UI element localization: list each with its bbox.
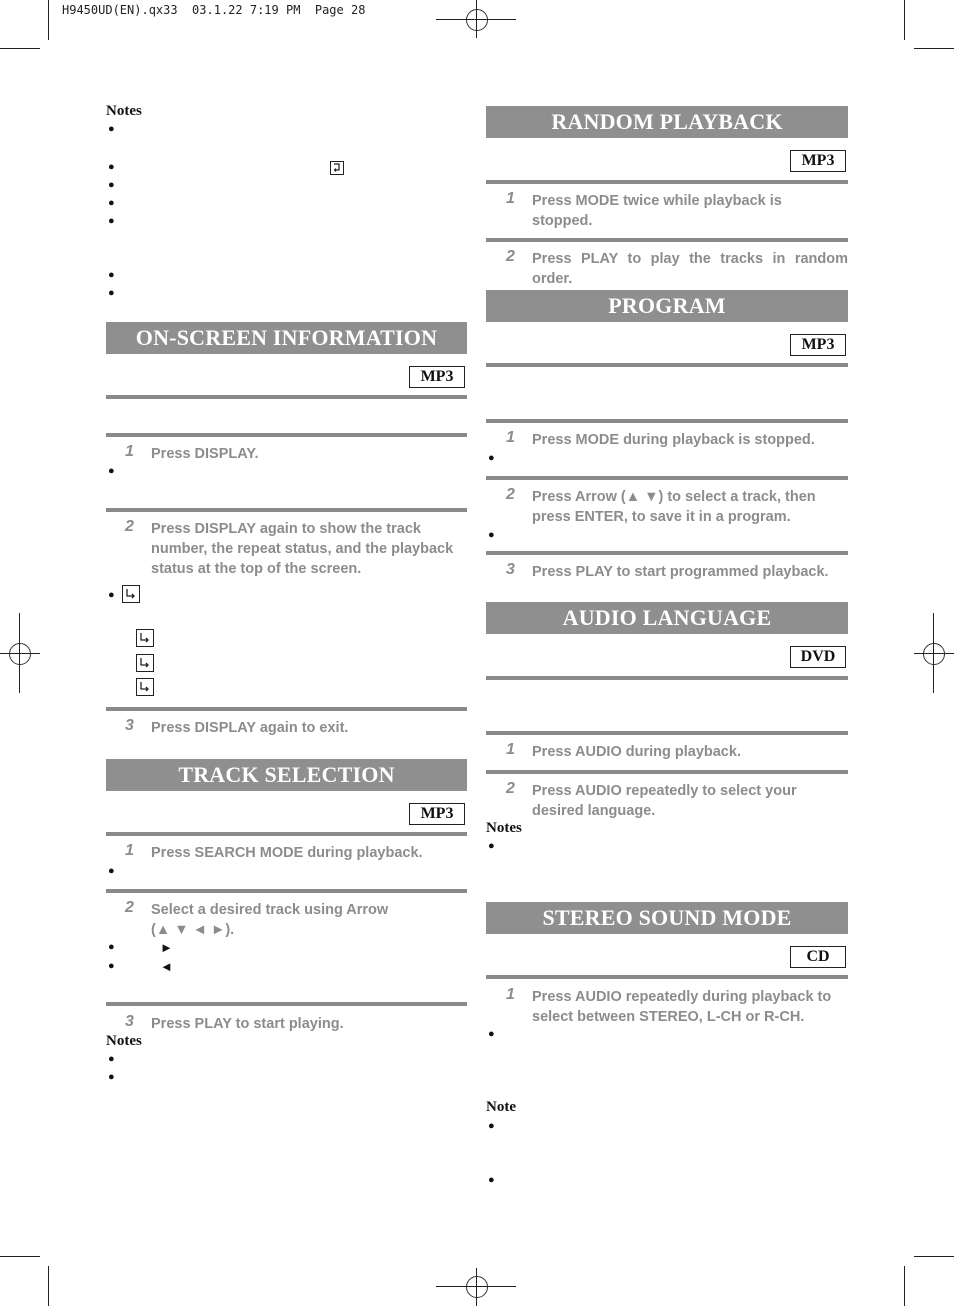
step-number: 2 bbox=[506, 780, 515, 797]
crop-mark bbox=[904, 1266, 905, 1306]
divider bbox=[106, 433, 467, 437]
step-number: 3 bbox=[125, 717, 134, 734]
step-number: 3 bbox=[125, 1013, 134, 1030]
step-text: Press AUDIO during playback. bbox=[532, 744, 741, 760]
divider bbox=[486, 551, 848, 555]
print-slug: H9450UD(EN).qx33 03.1.22 7:19 PM Page 28 bbox=[62, 3, 366, 17]
step-number: 3 bbox=[506, 561, 515, 578]
divider bbox=[486, 363, 848, 367]
step-text: Press PLAY to play the tracks in random order. bbox=[532, 251, 848, 287]
divider bbox=[486, 676, 848, 680]
registration-line bbox=[476, 1268, 477, 1306]
crop-mark bbox=[904, 0, 905, 40]
divider bbox=[486, 770, 848, 774]
section-title-track-selection: TRACK SELECTION bbox=[106, 759, 467, 791]
notes-heading: Notes bbox=[106, 1033, 142, 1049]
step-text: Press AUDIO repeatedly to select your desired language. bbox=[532, 783, 797, 819]
bullet: ● bbox=[488, 1120, 495, 1132]
registration-line bbox=[0, 653, 40, 654]
step-text: Press MODE during playback is stopped. bbox=[532, 432, 815, 448]
repeat-icon bbox=[136, 654, 154, 672]
divider bbox=[486, 419, 848, 423]
step-text: Press SEARCH MODE during playback. bbox=[151, 845, 423, 861]
crop-mark bbox=[48, 1266, 49, 1306]
section-title-random-playback: RANDOM PLAYBACK bbox=[486, 106, 848, 138]
section-title-program: PROGRAM bbox=[486, 290, 848, 322]
mp3-tag: MP3 bbox=[790, 334, 846, 356]
note-heading: Note bbox=[486, 1099, 516, 1115]
crop-mark bbox=[914, 48, 954, 49]
step-number: 1 bbox=[506, 429, 515, 446]
step-number: 1 bbox=[506, 741, 515, 758]
step-number: 1 bbox=[125, 443, 134, 460]
cd-tag: CD bbox=[790, 946, 846, 968]
bullet: ● bbox=[108, 161, 115, 173]
divider bbox=[106, 1002, 467, 1006]
step-text: Press DISPLAY again to show the track number, the repeat status, and the playback status at the top of the screen. bbox=[151, 521, 454, 577]
registration-mark bbox=[9, 643, 31, 665]
bullet: ● bbox=[108, 1071, 115, 1083]
step-text: Press DISPLAY again to exit. bbox=[151, 720, 349, 736]
bullet: ● bbox=[108, 179, 115, 191]
divider bbox=[486, 476, 848, 480]
bullet: ● bbox=[108, 215, 115, 227]
divider bbox=[106, 508, 467, 512]
crop-mark bbox=[0, 48, 40, 49]
registration-line bbox=[476, 0, 477, 38]
step-text: Press DISPLAY. bbox=[151, 446, 259, 462]
bullet: ● bbox=[488, 1028, 495, 1040]
divider bbox=[106, 889, 467, 893]
left-arrow-icon: ◄ bbox=[160, 959, 173, 974]
mp3-tag: MP3 bbox=[409, 803, 465, 825]
crop-mark bbox=[914, 1256, 954, 1257]
divider bbox=[486, 731, 848, 735]
step-number: 2 bbox=[506, 486, 515, 503]
bullet: ● bbox=[488, 529, 495, 541]
step-text: Press AUDIO repeatedly during playback to select between STEREO, L-CH or R-CH. bbox=[532, 989, 832, 1025]
crop-mark bbox=[48, 0, 49, 40]
registration-mark bbox=[466, 9, 488, 31]
mp3-tag: MP3 bbox=[409, 366, 465, 388]
repeat-icon bbox=[136, 678, 154, 696]
step-text: Select a desired track using Arrow (▲ ▼ ◄ ►). bbox=[151, 902, 389, 938]
step-number: 2 bbox=[506, 248, 515, 265]
step-number: 2 bbox=[125, 518, 134, 535]
repeat-icon bbox=[136, 629, 154, 647]
registration-line bbox=[933, 613, 934, 693]
step-number: 2 bbox=[125, 899, 134, 916]
step-number: 1 bbox=[506, 190, 515, 207]
step-number: 1 bbox=[506, 986, 515, 1003]
right-arrow-icon: ► bbox=[160, 940, 173, 955]
registration-line bbox=[19, 613, 20, 693]
bullet: ● bbox=[108, 960, 115, 972]
registration-line bbox=[914, 653, 954, 654]
bullet: ● bbox=[108, 865, 115, 877]
section-title-audio-language: AUDIO LANGUAGE bbox=[486, 602, 848, 634]
section-title-stereo-sound-mode: STEREO SOUND MODE bbox=[486, 902, 848, 934]
repeat-track-icon bbox=[330, 161, 344, 175]
bullet: ● bbox=[488, 452, 495, 464]
divider bbox=[486, 180, 848, 184]
bullet: ● bbox=[108, 1053, 115, 1065]
repeat-icon bbox=[122, 585, 140, 603]
section-title-onscreen-information: ON-SCREEN INFORMATION bbox=[106, 322, 467, 354]
divider bbox=[486, 238, 848, 242]
bullet: ● bbox=[108, 465, 115, 477]
notes-heading: Notes bbox=[106, 103, 142, 119]
registration-mark bbox=[466, 1276, 488, 1298]
bullet: ● bbox=[488, 840, 495, 852]
dvd-tag: DVD bbox=[790, 646, 846, 668]
crop-mark bbox=[0, 1256, 40, 1257]
step-text: Press PLAY to start programmed playback. bbox=[532, 564, 829, 580]
divider bbox=[106, 832, 467, 836]
divider bbox=[106, 395, 467, 399]
bullet: ● bbox=[108, 287, 115, 299]
step-text: Press Arrow (▲ ▼) to select a track, then press ENTER, to save it in a program. bbox=[532, 489, 816, 525]
step-text: Press MODE twice while playback is stopped. bbox=[532, 193, 782, 229]
notes-heading: Notes bbox=[486, 820, 522, 836]
bullet: ● bbox=[108, 941, 115, 953]
registration-mark bbox=[923, 643, 945, 665]
bullet: ● bbox=[108, 269, 115, 281]
bullet: ● bbox=[488, 1174, 495, 1186]
bullet: ● bbox=[108, 197, 115, 209]
bullet: ● bbox=[108, 589, 115, 601]
step-text: Press PLAY to start playing. bbox=[151, 1016, 344, 1032]
bullet: ● bbox=[108, 123, 115, 135]
step-number: 1 bbox=[125, 842, 134, 859]
divider bbox=[486, 975, 848, 979]
mp3-tag: MP3 bbox=[790, 150, 846, 172]
divider bbox=[106, 707, 467, 711]
